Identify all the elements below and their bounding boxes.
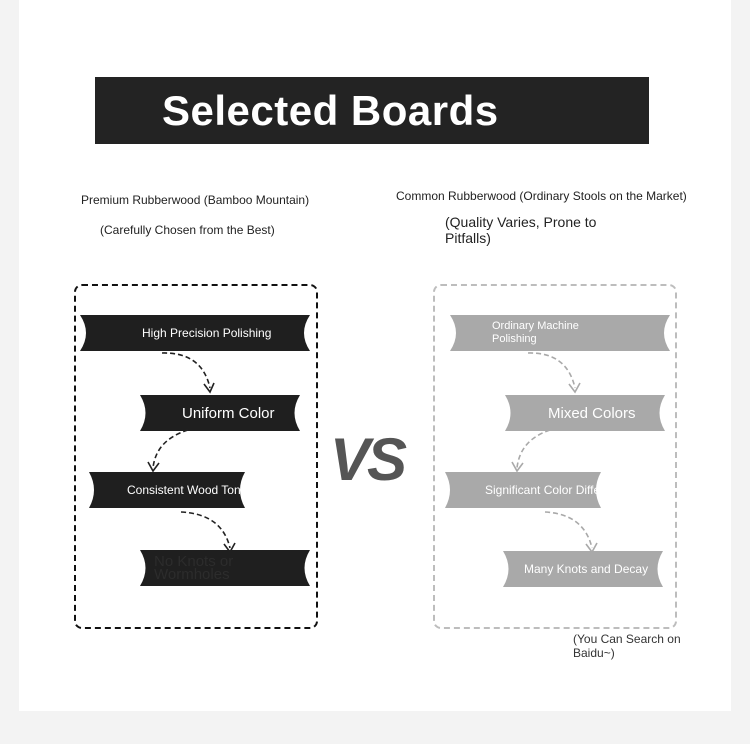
right-step-1 [450, 315, 670, 351]
arrow-icon [525, 350, 585, 396]
left-step-1-label: High Precision Polishing [142, 325, 272, 340]
right-step-3-label: Significant Color Difference [485, 482, 631, 497]
arrow-icon [158, 350, 218, 396]
arrow-icon [542, 508, 602, 554]
right-step-1-label: Ordinary Machine Polishing [492, 320, 579, 345]
left-step-2-label: Uniform Color [182, 404, 275, 422]
left-step-3 [89, 472, 248, 508]
right-step-4-label: Many Knots and Decay [524, 561, 649, 576]
right-heading: Common Rubberwood (Ordinary Stools on the Market) [396, 189, 687, 203]
versus-label: VS [330, 426, 405, 493]
left-step-1 [80, 315, 310, 351]
left-step-2 [140, 395, 300, 431]
left-heading: Premium Rubberwood (Bamboo Mountain) [81, 193, 310, 207]
search-note: (You Can Search on Baidu~) [573, 632, 681, 660]
right-step-3 [445, 472, 631, 508]
arrow-icon [510, 428, 560, 474]
left-step-3-label: Consistent Wood Tone [127, 482, 248, 497]
right-step-2-label: Mixed Colors [548, 404, 636, 422]
right-step-2 [505, 395, 665, 431]
right-step-4 [503, 551, 663, 587]
page-title: Selected Boards [162, 87, 499, 134]
right-subheading: (Quality Varies, Prone to Pitfalls) [445, 214, 597, 246]
title-banner [95, 77, 649, 144]
left-step-4-label: No Knots or Wormholes [154, 553, 234, 583]
arrow-icon [178, 508, 238, 554]
left-subheading: (Carefully Chosen from the Best) [100, 223, 275, 237]
left-step-4 [140, 550, 310, 586]
arrow-icon [146, 428, 196, 474]
